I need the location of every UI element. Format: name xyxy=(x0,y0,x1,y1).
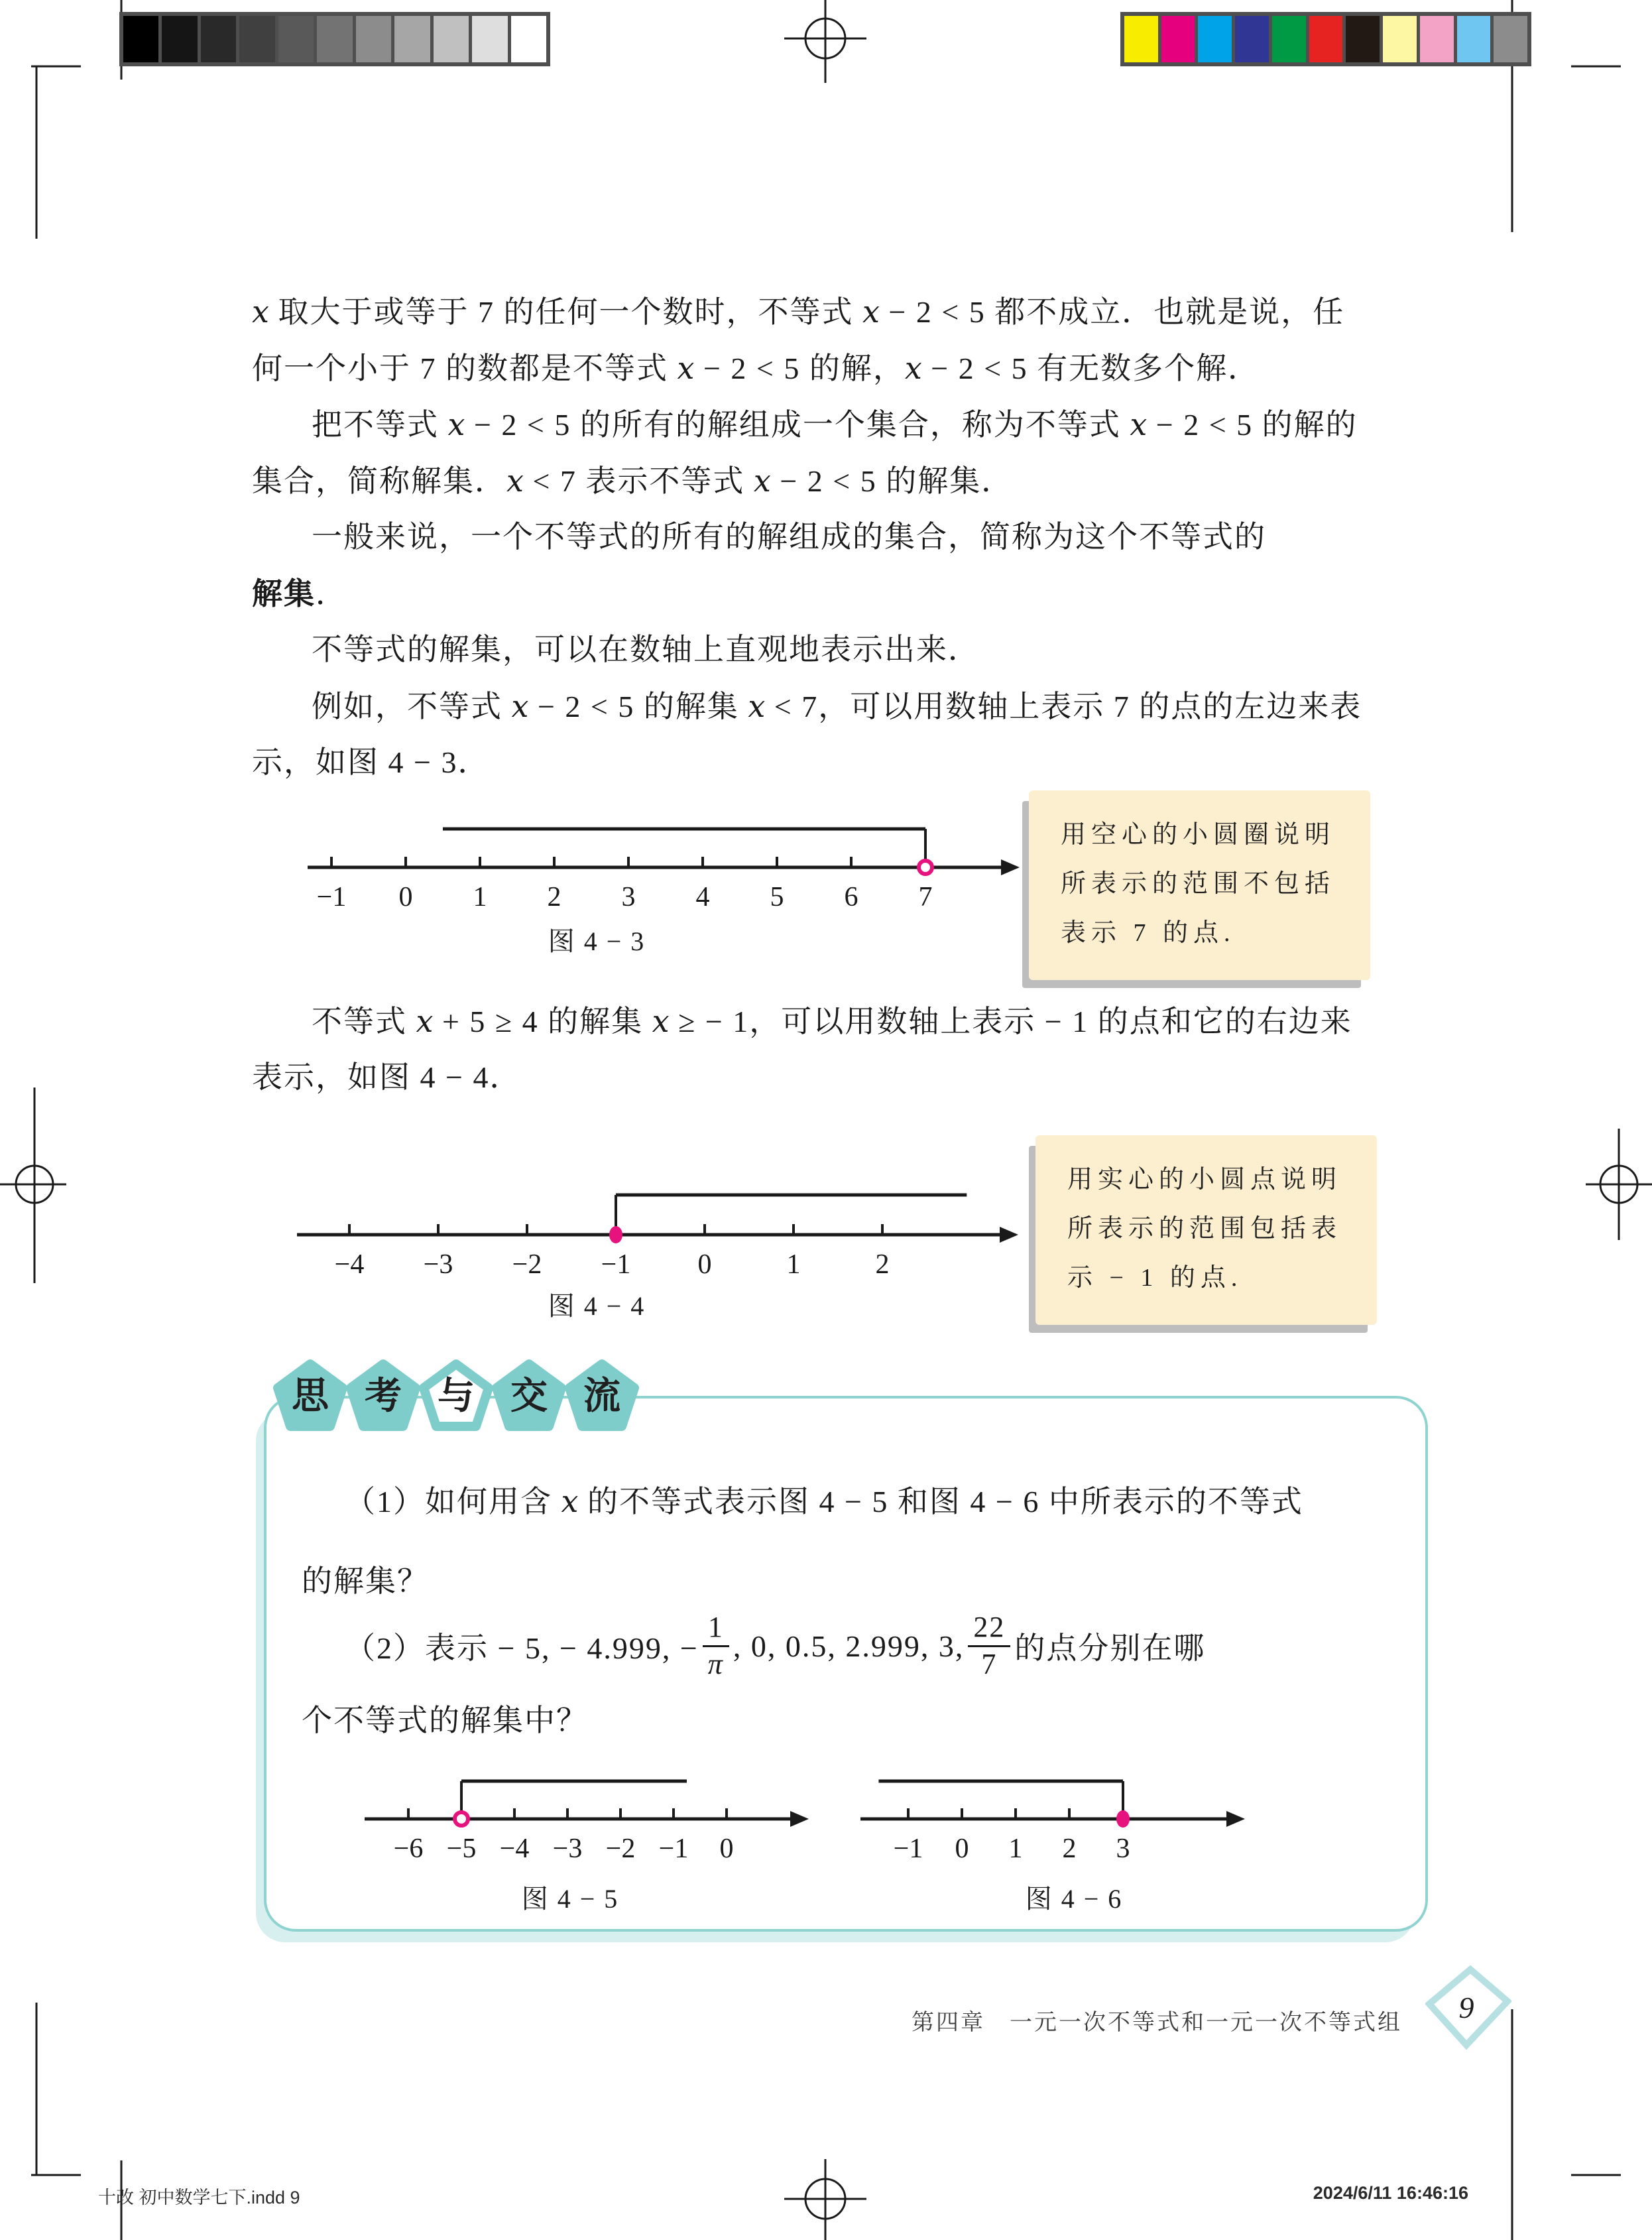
body-line: 一般来说，一个不等式的所有的解组成的集合，简称为这个不等式的 xyxy=(312,520,1266,554)
svg-text:−2: −2 xyxy=(512,1249,542,1280)
svg-text:−1: −1 xyxy=(658,1834,689,1864)
question-2-line xyxy=(345,1599,1205,1692)
body-line: 何一个小于 7 的数都是不等式 x − 2 < 5 的解，x − 2 < 5 有无数多个解． xyxy=(252,350,1260,386)
grayscale-calibration-bar xyxy=(119,12,550,66)
question-1-line: 的解集？ xyxy=(302,1564,429,1598)
badge-label: 与 xyxy=(438,1375,475,1416)
note-line: 用空心的小圆圈说明 xyxy=(1061,821,1336,849)
color-swatch xyxy=(1494,16,1527,62)
question-2-line: 个不等式的解集中？ xyxy=(302,1704,588,1737)
question-1-line: （1）如何用含 x 的不等式表示图 4 − 5 和图 4 − 6 中所表示的不等式 xyxy=(345,1483,1303,1519)
svg-text:2: 2 xyxy=(1062,1834,1077,1864)
svg-text:−4: −4 xyxy=(334,1249,365,1280)
figure-4-5-numberline xyxy=(318,1756,829,1872)
svg-text:0: 0 xyxy=(719,1834,734,1864)
color-swatch xyxy=(1272,16,1306,62)
svg-text:7: 7 xyxy=(918,882,933,912)
note-line: 示 − 1 的点. xyxy=(1067,1264,1243,1292)
badge-label: 思 xyxy=(292,1375,329,1416)
svg-text:4: 4 xyxy=(695,882,710,912)
svg-text:−2: −2 xyxy=(605,1834,636,1864)
body-line: 示，如图 4 − 3． xyxy=(252,745,490,779)
svg-text:0: 0 xyxy=(955,1834,969,1864)
figure-4-4-caption: 图 4 − 4 xyxy=(548,1291,646,1321)
body-line: 把不等式 x − 2 < 5 的所有的解组成一个集合，称为不等式 x − 2 < 5 的解的 xyxy=(312,406,1358,442)
grayscale-swatch xyxy=(278,16,314,62)
note-line: 用实心的小圆点说明 xyxy=(1067,1166,1342,1194)
svg-text:−4: −4 xyxy=(499,1834,530,1864)
color-swatch xyxy=(1346,16,1380,62)
svg-text:1: 1 xyxy=(786,1249,801,1280)
body-line: 例如，不等式 x − 2 < 5 的解集 x < 7，可以用数轴上表示 7 的点的左边来表 xyxy=(312,688,1362,724)
print-timestamp: 2024/6/11 16:46:16 xyxy=(1313,2183,1468,2203)
svg-text:2: 2 xyxy=(547,882,561,912)
grayscale-swatch xyxy=(511,16,546,62)
svg-text:3: 3 xyxy=(1116,1834,1130,1864)
badge-pentagon-liu xyxy=(565,1358,639,1432)
badge-pentagon-kao xyxy=(346,1358,420,1432)
svg-text:0: 0 xyxy=(398,882,413,912)
color-swatch xyxy=(1383,16,1417,62)
svg-text:−1: −1 xyxy=(601,1249,631,1280)
note-line: 表示 7 的点. xyxy=(1061,919,1236,947)
svg-text:−3: −3 xyxy=(552,1834,583,1864)
grayscale-swatch xyxy=(472,16,507,62)
svg-text:0: 0 xyxy=(697,1249,712,1280)
grayscale-swatch xyxy=(394,16,430,62)
svg-text:3: 3 xyxy=(621,882,636,912)
page-number-diamond xyxy=(1425,1964,1511,2050)
svg-text:−6: −6 xyxy=(393,1834,424,1864)
grayscale-swatch xyxy=(317,16,352,62)
svg-text:1: 1 xyxy=(1008,1834,1023,1864)
color-swatch xyxy=(1235,16,1269,62)
fraction-22-over-7: $\frac{22}{7}$ xyxy=(968,1612,1010,1679)
svg-text:−5: −5 xyxy=(446,1834,477,1864)
body-line-rest: ． xyxy=(316,577,347,611)
print-filename: 十改 初中数学七下.indd 9 xyxy=(98,2188,300,2208)
body-line: x 取大于或等于 7 的任何一个数时，不等式 x − 2 < 5 都不成立．也就是说，任 xyxy=(252,294,1345,330)
body-line: 集合，简称解集．x < 7 表示不等式 x − 2 < 5 的解集． xyxy=(252,463,1014,499)
color-swatch xyxy=(1420,16,1454,62)
grayscale-swatch xyxy=(356,16,391,62)
body-line xyxy=(252,574,347,614)
question-2-prefix: （2）表示 − 5, − 4.999, − xyxy=(345,1631,699,1665)
figure-4-4-numberline xyxy=(292,1175,1034,1288)
body-line: 不等式 x + 5 ≥ 4 的解集 x ≥ − 1，可以用数轴上表示 − 1 的点和它的右边来 xyxy=(312,1003,1352,1039)
color-calibration-bar xyxy=(1120,12,1531,66)
svg-text:6: 6 xyxy=(844,882,858,912)
grayscale-swatch xyxy=(123,16,158,62)
badge-pentagon-yu xyxy=(419,1358,493,1432)
color-swatch xyxy=(1124,16,1158,62)
grayscale-swatch xyxy=(162,16,197,62)
color-swatch xyxy=(1198,16,1232,62)
grayscale-swatch xyxy=(201,16,236,62)
grayscale-swatch xyxy=(239,16,274,62)
chapter-footer: 第四章 一元一次不等式和一元一次不等式组 xyxy=(912,2010,1402,2035)
color-swatch xyxy=(1457,16,1491,62)
svg-text:−1: −1 xyxy=(893,1834,923,1864)
note-line: 所表示的范围包括表 xyxy=(1067,1215,1342,1243)
svg-text:−3: −3 xyxy=(423,1249,453,1280)
svg-text:5: 5 xyxy=(770,882,784,912)
figure-4-5-caption: 图 4 − 5 xyxy=(521,1884,619,1914)
svg-text:1: 1 xyxy=(473,882,487,912)
svg-text:2: 2 xyxy=(875,1249,890,1280)
figure-4-3-numberline xyxy=(298,814,1041,927)
question-2-suffix: 的点分别在哪 xyxy=(1014,1631,1206,1665)
svg-text:−1: −1 xyxy=(316,882,347,912)
fraction-one-over-pi: $\frac{1}{\pi}$ xyxy=(703,1612,729,1679)
figure-4-6-numberline xyxy=(842,1756,1352,1872)
badge-label: 流 xyxy=(583,1375,620,1416)
figure-4-3-caption: 图 4 − 3 xyxy=(548,926,646,956)
badge-label: 考 xyxy=(365,1375,402,1416)
sticky-note-open-circle xyxy=(1029,790,1370,980)
bold-term-jieji: 解集 xyxy=(252,576,316,611)
grayscale-swatch xyxy=(434,16,469,62)
body-line: 表示，如图 4 − 4． xyxy=(252,1060,522,1094)
color-swatch xyxy=(1161,16,1195,62)
badge-label: 交 xyxy=(510,1375,548,1416)
sticky-note-filled-dot xyxy=(1035,1135,1377,1325)
badge-pentagon-jiao xyxy=(492,1358,566,1432)
figure-4-6-caption: 图 4 − 6 xyxy=(1025,1884,1123,1914)
page-number: 9 xyxy=(1458,1990,1474,2024)
note-line: 所表示的范围不包括 xyxy=(1061,870,1336,898)
body-line: 不等式的解集，可以在数轴上直观地表示出来． xyxy=(312,633,980,666)
color-swatch xyxy=(1309,16,1343,62)
badge-pentagon-si xyxy=(273,1358,347,1432)
question-2-middle: , 0, 0.5, 2.999, 3, xyxy=(733,1629,965,1663)
